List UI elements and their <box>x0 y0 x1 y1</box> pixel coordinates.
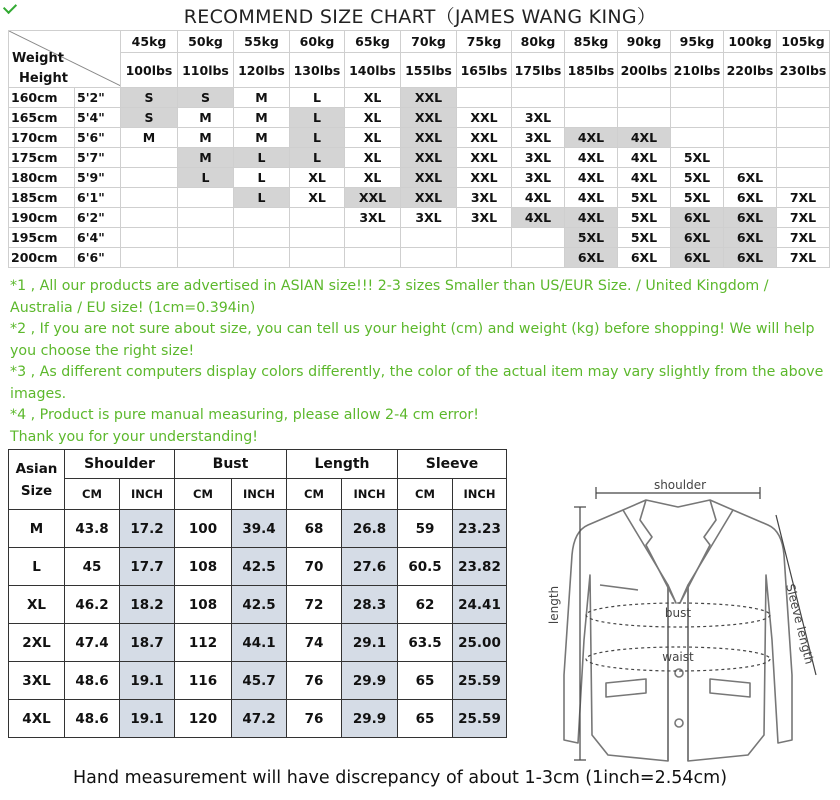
weight-lbs-header: 110lbs <box>178 53 234 88</box>
measure-cm-cell: 76 <box>287 700 342 738</box>
size-cell: 4XL <box>565 148 618 168</box>
measure-row <box>9 586 507 624</box>
height-label: Height <box>19 71 68 86</box>
size-cell: L <box>290 128 345 148</box>
size-cell <box>290 208 345 228</box>
height-ft-cell: 6'6" <box>75 248 121 268</box>
size-cell: 4XL <box>565 168 618 188</box>
size-cell: 4XL <box>512 208 565 228</box>
size-cell: L <box>290 148 345 168</box>
size-cell <box>512 228 565 248</box>
size-cell <box>457 248 512 268</box>
measure-inch-cell: 26.8 <box>342 510 398 548</box>
size-cell: 6XL <box>724 248 777 268</box>
size-cell: XXL <box>457 128 512 148</box>
measure-inch-cell: 23.23 <box>453 510 507 548</box>
weight-lbs-header: 200lbs <box>618 53 671 88</box>
weight-kg-header: 80kg <box>512 31 565 53</box>
measure-cm-cell: 74 <box>287 624 342 662</box>
measure-cm-cell: 100 <box>175 510 232 548</box>
size-cell <box>618 88 671 108</box>
jacket-diagram <box>528 465 828 770</box>
size-cell: M <box>178 108 234 128</box>
size-cell <box>121 188 178 208</box>
size-cell: 4XL <box>512 188 565 208</box>
measure-inch-cell: 42.5 <box>232 548 287 586</box>
size-cell: 6XL <box>618 248 671 268</box>
note-line: *1 , All our products are advertised in ASIAN size!!! 2-3 sizes Smaller than US/EUR Size. / United Kingdom / Australia / EU size! (1cm=0.394in) <box>10 278 769 316</box>
measure-inch-cell: 24.41 <box>453 586 507 624</box>
weight-lbs-header: 165lbs <box>457 53 512 88</box>
size-cell: 4XL <box>565 128 618 148</box>
size-cell <box>671 88 724 108</box>
size-cell <box>234 208 290 228</box>
size-cell: 7XL <box>777 208 830 228</box>
size-cell: M <box>234 108 290 128</box>
size-cell: M <box>178 128 234 148</box>
size-cell: 5XL <box>618 208 671 228</box>
height-ft-cell: 5'7" <box>75 148 121 168</box>
size-cell <box>457 228 512 248</box>
weight-lbs-header: 220lbs <box>724 53 777 88</box>
asian-size-header <box>9 450 65 510</box>
size-cell: 4XL <box>618 168 671 188</box>
size-cell <box>121 228 178 248</box>
weight-kg-header: 100kg <box>724 31 777 53</box>
size-cell: 6XL <box>671 228 724 248</box>
weight-kg-header: 90kg <box>618 31 671 53</box>
weight-label: Weight <box>12 51 64 66</box>
note-line: Thank you for your understanding! <box>10 428 258 445</box>
weight-kg-header: 60kg <box>290 31 345 53</box>
size-row <box>9 188 830 208</box>
size-cell <box>671 128 724 148</box>
size-cell <box>777 168 830 188</box>
height-ft-cell: 6'4" <box>75 228 121 248</box>
size-cell: 4XL <box>565 188 618 208</box>
measure-cm-cell: 116 <box>175 662 232 700</box>
height-cm-cell: 190cm <box>9 208 75 228</box>
measure-row <box>9 700 507 738</box>
size-cell: L <box>234 148 290 168</box>
measure-cm-cell: 112 <box>175 624 232 662</box>
size-cell: 3XL <box>512 148 565 168</box>
size-cell: XXL <box>401 128 457 148</box>
size-row <box>9 248 830 268</box>
size-cell: 6XL <box>565 248 618 268</box>
size-cell: 6XL <box>724 228 777 248</box>
waist-label: waist <box>662 650 694 664</box>
size-cell: XXL <box>345 188 401 208</box>
measure-inch-cell: 29.9 <box>342 700 398 738</box>
weight-lbs-header: 140lbs <box>345 53 401 88</box>
size-cell: XXL <box>401 168 457 188</box>
size-cell <box>565 108 618 128</box>
size-row <box>9 168 830 188</box>
height-ft-cell: 5'2" <box>75 88 121 108</box>
size-cell: XXL <box>401 148 457 168</box>
size-cell: 5XL <box>671 168 724 188</box>
size-cell: 3XL <box>345 208 401 228</box>
measure-row <box>9 624 507 662</box>
measure-cm-cell: 59 <box>398 510 453 548</box>
size-cell: 4XL <box>618 128 671 148</box>
measure-inch-cell: 17.7 <box>120 548 175 586</box>
size-cell: L <box>290 108 345 128</box>
size-cell <box>121 168 178 188</box>
measure-cm-cell: 47.4 <box>65 624 120 662</box>
size-cell <box>724 88 777 108</box>
size-cell: S <box>121 108 178 128</box>
size-row <box>9 128 830 148</box>
measure-cm-cell: 46.2 <box>65 586 120 624</box>
asian-size-cell: 3XL <box>9 662 65 700</box>
unit-cm-header: CM <box>65 479 120 510</box>
measure-inch-cell: 45.7 <box>232 662 287 700</box>
weight-lbs-header: 185lbs <box>565 53 618 88</box>
size-cell <box>671 108 724 128</box>
size-cell: XL <box>290 188 345 208</box>
measure-inch-cell: 44.1 <box>232 624 287 662</box>
height-cm-cell: 195cm <box>9 228 75 248</box>
size-cell <box>121 208 178 228</box>
height-cm-cell: 165cm <box>9 108 75 128</box>
size-cell <box>724 148 777 168</box>
measure-cm-cell: 60.5 <box>398 548 453 586</box>
asian-size-cell: 2XL <box>9 624 65 662</box>
size-cell: 3XL <box>512 108 565 128</box>
size-cell: 6XL <box>724 188 777 208</box>
sleeve-length-label: Sleeve length <box>783 582 817 666</box>
size-cell: XXL <box>457 108 512 128</box>
measure-group-header: Shoulder <box>65 450 175 479</box>
weight-kg-header: 85kg <box>565 31 618 53</box>
size-cell <box>777 148 830 168</box>
length-label: length <box>547 585 561 625</box>
measure-inch-cell: 29.1 <box>342 624 398 662</box>
measure-cm-cell: 43.8 <box>65 510 120 548</box>
size-cell: 3XL <box>401 208 457 228</box>
measure-row <box>9 510 507 548</box>
size-cell <box>178 188 234 208</box>
asian-size-cell: 4XL <box>9 700 65 738</box>
note-line: *2 , If you are not sure about size, you can tell us your height (cm) and weight (kg) before shopping! We will help you choose the right size! <box>10 321 815 359</box>
asian-label: Asian <box>15 460 58 477</box>
measure-cm-cell: 63.5 <box>398 624 453 662</box>
measure-group-header: Length <box>287 450 398 479</box>
unit-cm-header: CM <box>398 479 453 510</box>
size-cell: 6XL <box>671 208 724 228</box>
size-cell: XXL <box>401 108 457 128</box>
size-cell: 6XL <box>724 168 777 188</box>
height-cm-cell: 170cm <box>9 128 75 148</box>
measure-cm-cell: 48.6 <box>65 662 120 700</box>
measure-cm-cell: 68 <box>287 510 342 548</box>
measure-inch-cell: 25.59 <box>453 662 507 700</box>
size-cell <box>178 248 234 268</box>
asian-size-cell: XL <box>9 586 65 624</box>
size-cell <box>724 128 777 148</box>
size-cell <box>777 88 830 108</box>
measure-cm-cell: 48.6 <box>65 700 120 738</box>
size-cell <box>345 248 401 268</box>
measure-group-header: Bust <box>175 450 287 479</box>
size-cell: 6XL <box>724 208 777 228</box>
measure-row <box>9 548 507 586</box>
measure-cm-cell: 108 <box>175 586 232 624</box>
measure-cm-cell: 108 <box>175 548 232 586</box>
size-cell <box>618 108 671 128</box>
measure-inch-cell: 42.5 <box>232 586 287 624</box>
size-row <box>9 108 830 128</box>
size-cell <box>512 88 565 108</box>
size-cell: 5XL <box>671 148 724 168</box>
unit-cm-header: CM <box>175 479 232 510</box>
size-row <box>9 148 830 168</box>
weight-kg-header: 45kg <box>121 31 178 53</box>
note-line: *4 , Product is pure manual measuring, please allow 2-4 cm error! <box>10 407 479 423</box>
unit-inch-header: INCH <box>453 479 507 510</box>
size-cell: 7XL <box>777 228 830 248</box>
measure-cm-cell: 65 <box>398 662 453 700</box>
measure-cm-cell: 72 <box>287 586 342 624</box>
size-row <box>9 88 830 108</box>
size-cell: 5XL <box>671 188 724 208</box>
measure-cm-cell: 62 <box>398 586 453 624</box>
size-cell: L <box>290 88 345 108</box>
size-cell <box>724 108 777 128</box>
size-cell: XL <box>290 168 345 188</box>
weight-kg-header: 75kg <box>457 31 512 53</box>
unit-inch-header: INCH <box>232 479 287 510</box>
measure-inch-cell: 25.59 <box>453 700 507 738</box>
weight-lbs-header: 210lbs <box>671 53 724 88</box>
measure-cm-cell: 65 <box>398 700 453 738</box>
size-cell: L <box>234 168 290 188</box>
size-cell: L <box>234 188 290 208</box>
unit-inch-header: INCH <box>342 479 398 510</box>
notes-block <box>10 276 832 448</box>
size-cell <box>178 228 234 248</box>
unit-cm-header: CM <box>287 479 342 510</box>
measure-inch-cell: 18.7 <box>120 624 175 662</box>
measure-inch-cell: 19.1 <box>120 700 175 738</box>
size-cell <box>290 228 345 248</box>
size-cell <box>234 228 290 248</box>
bust-label: bust <box>664 606 692 620</box>
height-ft-cell: 5'9" <box>75 168 121 188</box>
size-cell: M <box>234 88 290 108</box>
weight-lbs-header: 175lbs <box>512 53 565 88</box>
size-cell <box>777 108 830 128</box>
size-cell: L <box>178 168 234 188</box>
measure-inch-cell: 29.9 <box>342 662 398 700</box>
size-cell: 3XL <box>457 188 512 208</box>
measurement-table <box>8 449 507 738</box>
height-ft-cell: 6'1" <box>75 188 121 208</box>
asian-size-cell: L <box>9 548 65 586</box>
size-cell: XL <box>345 88 401 108</box>
weight-kg-header: 95kg <box>671 31 724 53</box>
weight-kg-header: 55kg <box>234 31 290 53</box>
height-cm-cell: 185cm <box>9 188 75 208</box>
size-cell: XXL <box>457 168 512 188</box>
size-cell: M <box>121 128 178 148</box>
height-cm-cell: 200cm <box>9 248 75 268</box>
measure-inch-cell: 28.3 <box>342 586 398 624</box>
measure-cm-cell: 76 <box>287 662 342 700</box>
size-label: Size <box>20 482 53 499</box>
size-cell <box>512 248 565 268</box>
size-cell: XXL <box>457 148 512 168</box>
size-cell: 6XL <box>671 248 724 268</box>
size-cell: M <box>234 128 290 148</box>
size-cell: M <box>178 148 234 168</box>
chart-title: RECOMMEND SIZE CHART（JAMES WANG KING） <box>183 6 657 28</box>
measure-cm-cell: 45 <box>65 548 120 586</box>
measure-inch-cell: 17.2 <box>120 510 175 548</box>
size-cell <box>121 148 178 168</box>
measure-inch-cell: 25.00 <box>453 624 507 662</box>
height-cm-cell: 180cm <box>9 168 75 188</box>
size-cell: 5XL <box>618 188 671 208</box>
height-ft-cell: 5'6" <box>75 128 121 148</box>
size-cell <box>565 88 618 108</box>
size-cell: S <box>121 88 178 108</box>
size-cell: S <box>178 88 234 108</box>
measure-cm-cell: 70 <box>287 548 342 586</box>
measure-cm-cell: 120 <box>175 700 232 738</box>
height-ft-cell: 6'2" <box>75 208 121 228</box>
size-cell: 3XL <box>512 168 565 188</box>
size-cell: 4XL <box>618 148 671 168</box>
size-cell: XXL <box>401 88 457 108</box>
size-cell <box>178 208 234 228</box>
asian-size-cell: M <box>9 510 65 548</box>
jacket-outline-icon <box>528 465 828 770</box>
measure-inch-cell: 27.6 <box>342 548 398 586</box>
size-cell <box>121 248 178 268</box>
weight-kg-header: 70kg <box>401 31 457 53</box>
height-cm-cell: 160cm <box>9 88 75 108</box>
size-cell: 3XL <box>457 208 512 228</box>
size-cell: XL <box>345 148 401 168</box>
weight-kg-header: 65kg <box>345 31 401 53</box>
measure-inch-cell: 23.82 <box>453 548 507 586</box>
measure-inch-cell: 47.2 <box>232 700 287 738</box>
measure-inch-cell: 18.2 <box>120 586 175 624</box>
size-cell: XL <box>345 128 401 148</box>
size-cell <box>401 248 457 268</box>
size-cell: 5XL <box>565 228 618 248</box>
recommend-size-table <box>8 30 830 268</box>
size-cell <box>234 248 290 268</box>
weight-lbs-header: 155lbs <box>401 53 457 88</box>
unit-inch-header: INCH <box>120 479 175 510</box>
weight-lbs-header: 120lbs <box>234 53 290 88</box>
measure-group-header: Sleeve <box>398 450 507 479</box>
weight-kg-header: 50kg <box>178 31 234 53</box>
size-cell: XL <box>345 108 401 128</box>
size-row <box>9 208 830 228</box>
size-row <box>9 228 830 248</box>
size-cell <box>401 228 457 248</box>
note-line: *3 , As different computers display colors differently, the color of the actual item may vary slightly from the above images. <box>10 364 824 402</box>
weight-lbs-header: 100lbs <box>121 53 178 88</box>
footer-note: Hand measurement will have discrepancy of about 1-3cm (1inch=2.54cm) <box>72 768 728 788</box>
size-cell <box>290 248 345 268</box>
size-cell: 3XL <box>512 128 565 148</box>
shoulder-label: shoulder <box>653 478 707 492</box>
size-cell <box>777 128 830 148</box>
height-ft-cell: 5'4" <box>75 108 121 128</box>
size-cell <box>457 88 512 108</box>
size-cell: 7XL <box>777 248 830 268</box>
measure-inch-cell: 39.4 <box>232 510 287 548</box>
size-cell <box>345 228 401 248</box>
weight-lbs-header: 130lbs <box>290 53 345 88</box>
size-cell: 4XL <box>565 208 618 228</box>
size-cell: 5XL <box>618 228 671 248</box>
weight-kg-header: 105kg <box>777 31 830 53</box>
size-cell: XXL <box>401 188 457 208</box>
weight-height-header <box>9 31 121 88</box>
measure-row <box>9 662 507 700</box>
size-cell: 7XL <box>777 188 830 208</box>
weight-lbs-header: 230lbs <box>777 53 830 88</box>
size-cell: XL <box>345 168 401 188</box>
height-cm-cell: 175cm <box>9 148 75 168</box>
measure-inch-cell: 19.1 <box>120 662 175 700</box>
